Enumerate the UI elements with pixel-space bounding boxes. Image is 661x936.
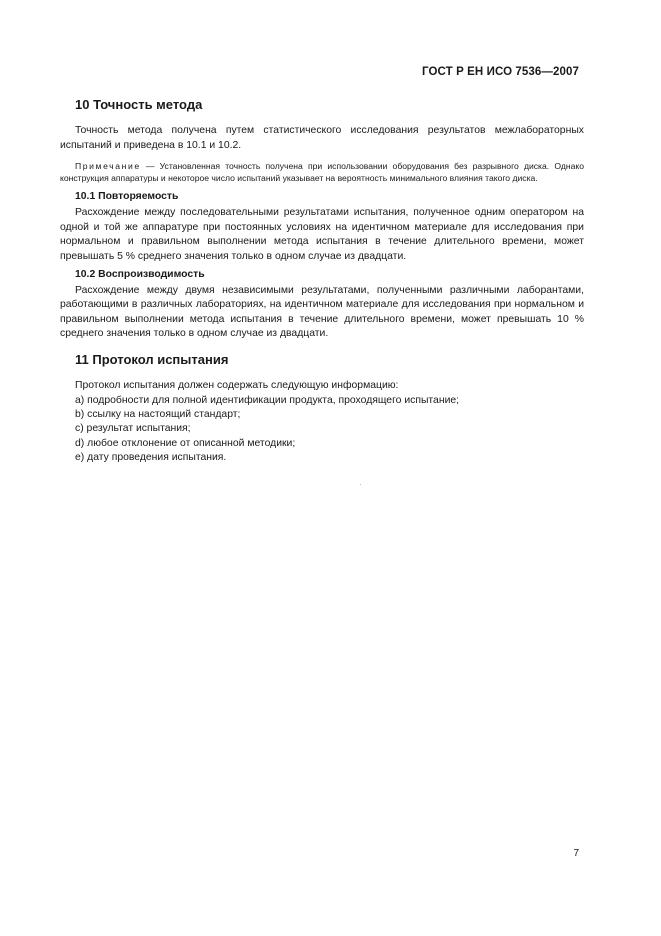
list-item: c) результат испытания; <box>75 423 191 435</box>
section-10-title: 10 Точность метода <box>75 97 203 112</box>
page-number: 7 <box>573 848 579 859</box>
standard-code-header: ГОСТ Р ЕН ИСО 7536—2007 <box>422 66 579 78</box>
scan-artifact-dot <box>360 484 361 485</box>
list-item: b) ссылку на настоящий стандарт; <box>75 408 241 420</box>
subsection-10-1-title: 10.1 Повторяемость <box>75 191 179 203</box>
note-text: — Установленная точность получена при использовании оборудования без разрывного диска. Однако конструкция аппаратуры и некоторое число испытаний указывает на вероятность минимального влияния такого диска. <box>60 161 584 184</box>
subsection-10-2-text: Расхождение между двумя независимыми результатами, полученными различными лаборантами, работающими в различных лабораториях, на идентичном материале для исследования при нормальном и правильном выполнении метода испытания в течение длительного времени, может превышать 10 % среднего значения только в одном случае из двадцати. <box>60 284 584 340</box>
document-body <box>60 96 584 466</box>
section-11-title: 11 Протокол испытания <box>75 351 229 367</box>
section-10-note <box>60 160 584 184</box>
subsection-10-2-title: 10.2 Воспроизводимость <box>75 268 205 280</box>
list-item: a) подробности для полной идентификации продукта, проходящего испытание; <box>75 394 460 406</box>
list-item: d) любое отклонение от описанной методики; <box>75 437 296 449</box>
note-label: Примечание <box>75 161 141 172</box>
report-items-list <box>60 394 584 466</box>
section-10-paragraph: Точность метода получена путем статистического исследования результатов межлабораторных испытаний и приведена в 10.1 и 10.2. <box>60 125 584 151</box>
list-item: e) дату проведения испытания. <box>75 452 227 464</box>
subsection-10-1-text: Расхождение между последовательными результатами испытания, полученное одним оператором на одной и той же аппаратуре при постоянных условиях на идентичном материале для исследования при нормальном и правильном выполнении метода испытания в течение длительного времени, может превышать 5 % среднего значения только в одном случае из двадцати. <box>60 207 584 262</box>
section-11-intro: Протокол испытания должен содержать следующую информацию: <box>75 379 399 391</box>
